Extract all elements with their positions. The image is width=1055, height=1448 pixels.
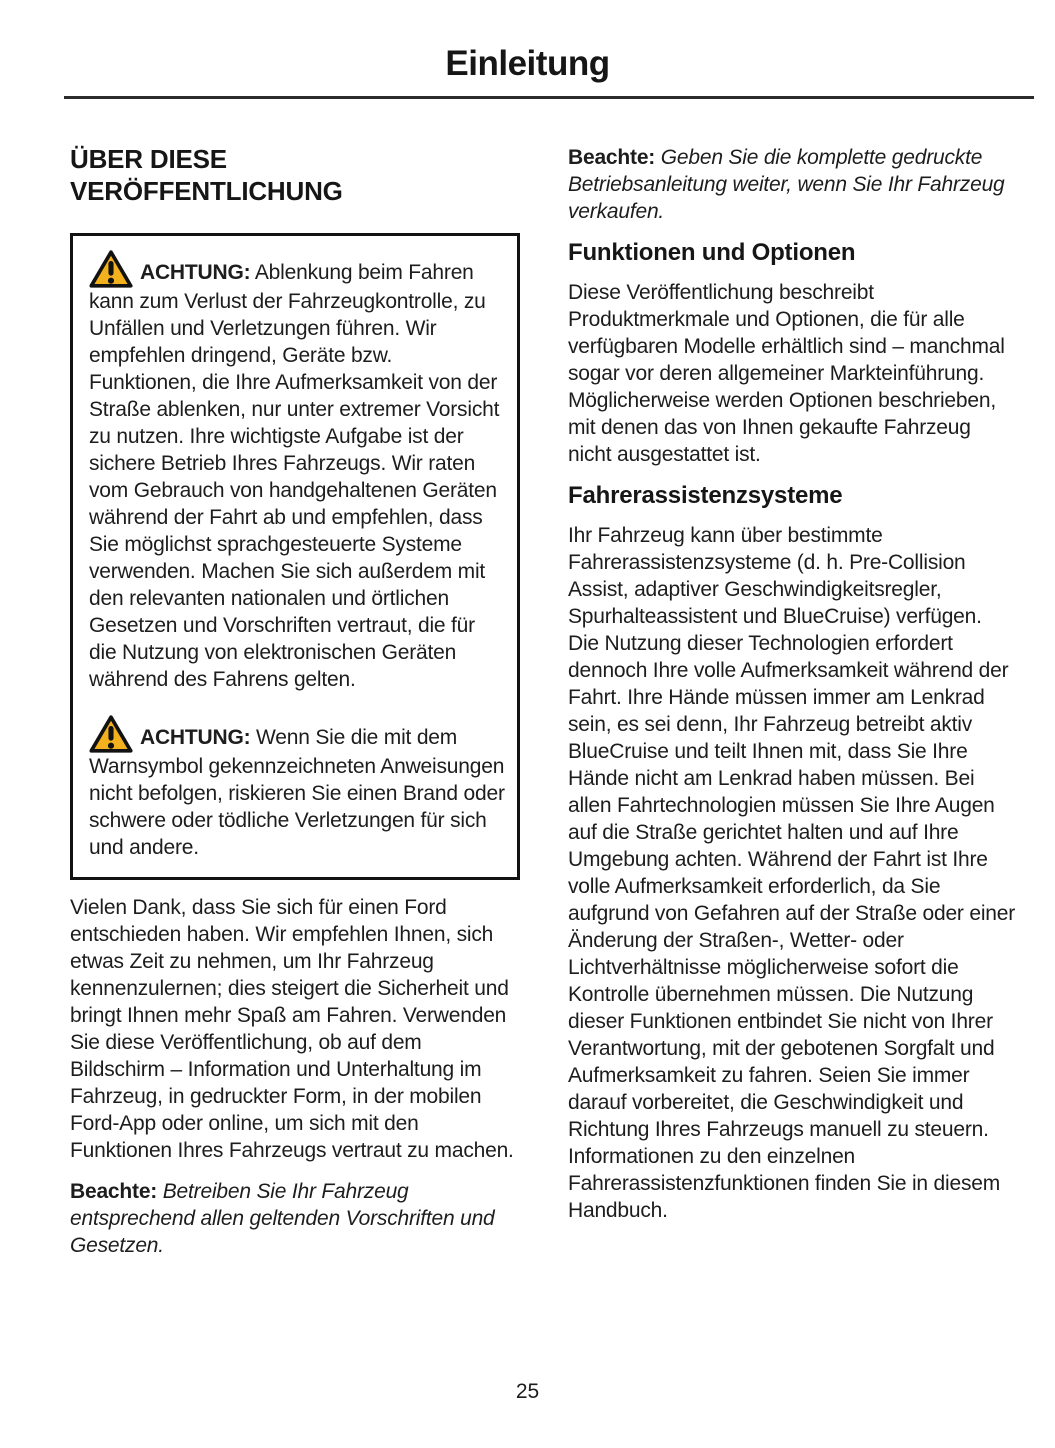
- note-label: Beachte:: [568, 146, 656, 169]
- section-body-features-options: Diese Veröffentlichung beschreibt Produktmerkmale und Optionen, die für alle verfügbaren Modelle erhältlich sind – manchmal sogar vor deren allgemeiner Markteinführung. Möglicherweise werden Optionen beschrieben, mit denen das von Ihnen gekaufte Fahrzeug nicht ausgestattet ist.: [568, 281, 1005, 466]
- left-column: [70, 144, 520, 1273]
- warning-paragraph: [89, 715, 505, 861]
- page-title: Einleitung: [445, 44, 610, 83]
- note-paragraph: [568, 144, 1016, 225]
- warning-label: ACHTUNG:: [140, 261, 251, 285]
- note-text: Betreiben Sie Ihr Fahrzeug entsprechend allen geltenden Vorschriften und Gesetzen.: [70, 1180, 495, 1258]
- intro-paragraph: Vielen Dank, dass Sie sich für einen Ford entschieden haben. Wir empfehlen Ihnen, sich etwas Zeit zu nehmen, um Ihr Fahrzeug kennenzulernen; dies steigert die Sicherheit und bringt Ihnen mehr Spaß am Fahren. Verwenden Sie diese Veröffentlichung, ob auf dem Bildschirm – Information und Unterhaltung im Fahrzeug, in gedruckter Form, in der mobilen Ford-App oder online, um sich mit den Funktionen Ihres Fahrzeugs vertraut zu machen.: [70, 896, 514, 1163]
- warning-paragraph: [89, 250, 505, 693]
- warning-triangle-icon: [89, 715, 140, 753]
- section-heading-features-options: Funktionen und Optionen: [568, 239, 856, 266]
- note-paragraph: [70, 1178, 520, 1259]
- section-heading-about-publication: ÜBER DIESE VERÖFFENTLICHUNG: [70, 144, 343, 206]
- warning-text: Wenn Sie die mit dem Warnsymbol gekennzeichneten Anweisungen nicht befolgen, riskieren Sie einen Brand oder schwere oder tödliche Verletzungen für sich und andere.: [89, 726, 505, 860]
- content-columns: [0, 99, 1055, 1273]
- section-body-driver-assist: Ihr Fahrzeug kann über bestimmte Fahrerassistenzsysteme (d. h. Pre-Collision Assist, adaptiver Geschwindigkeitsregler, Spurhalteassistent und BlueCruise) verfügen. Die Nutzung dieser Technologien erfordert dennoch Ihre volle Aufmerksamkeit während der Fahrt. Ihre Hände müssen immer am Lenkrad sein, es sei denn, Ihr Fahrzeug betreibt aktiv BlueCruise und teilt Ihnen mit, dass Sie Ihre Hände nicht am Lenkrad haben müssen. Bei allen Fahrtechnologien müssen Sie Ihre Augen auf die Straße gerichtet halten und auf Ihre Umgebung achten. Während der Fahrt ist Ihre volle Aufmerksamkeit erforderlich, da Sie aufgrund von Gefahren auf der Straße oder einer Änderung der Straßen-, Wetter- oder Lichtverhältnisse möglicherweise sofort die Kontrolle übernehmen müssen. Die Nutzung dieser Funktionen entbindet Sie nicht von Ihrer Verantwortung, mit der gebotenen Sorgfalt und Aufmerksamkeit zu fahren. Seien Sie immer darauf vorbereitet, die Geschwindigkeit und Richtung Ihres Fahrzeugs manuell zu steuern. Informationen zu den einzelnen Fahrerassistenzfunktionen finden Sie in diesem Handbuch.: [568, 524, 1016, 1222]
- right-column: [568, 144, 1016, 1273]
- warning-text: Ablenkung beim Fahren kann zum Verlust der Fahrzeugkontrolle, zu Unfällen und Verletzungen führen. Wir empfehlen dringend, Geräte bzw. Funktionen, die Ihre Aufmerksamkeit von der Straße ablenken, nur unter extremer Vorsicht zu nutzen. Ihre wichtigste Aufgabe ist der sichere Betrieb Ihres Fahrzeugs. Wir raten vom Gebrauch von handgehaltenen Geräten während der Fahrt ab und empfehlen, dass Sie möglichst sprachgesteuerte Systeme verwenden. Machen Sie sich außerdem mit den relevanten nationalen und örtlichen Gesetzen und Vorschriften vertraut, die für die Nutzung von elektronischen Geräten während des Fahrens gelten.: [89, 261, 500, 692]
- warning-triangle-icon: [89, 250, 140, 288]
- section-heading-driver-assist: Fahrerassistenzsysteme: [568, 482, 843, 509]
- note-text: Geben Sie die komplette gedruckte Betriebsanleitung weiter, wenn Sie Ihr Fahrzeug verkaufen.: [568, 146, 1005, 223]
- page-header: [0, 0, 1055, 99]
- note-label: Beachte:: [70, 1180, 158, 1204]
- warning-box: [70, 233, 520, 880]
- warning-label: ACHTUNG:: [140, 726, 251, 750]
- page-number: 25: [515, 1380, 540, 1403]
